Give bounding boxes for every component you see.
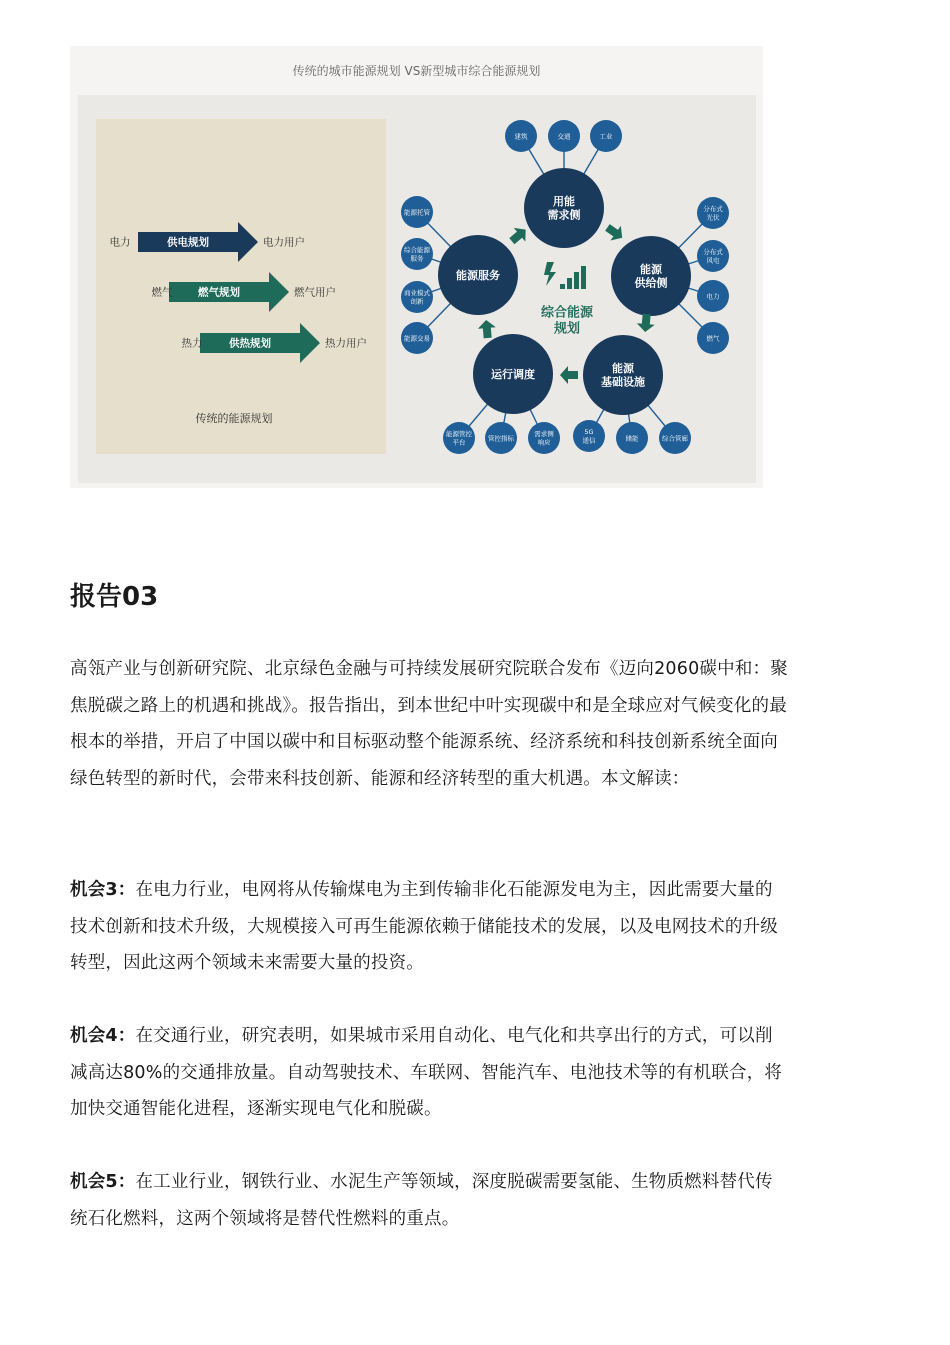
hub-label: 能源服务: [456, 268, 500, 282]
satellite-label: 5G 通信: [582, 428, 596, 445]
satellite-label: 管控指标: [488, 434, 514, 443]
traditional-process: 燃气规划: [198, 286, 240, 299]
satellite-label: 商业模式创新: [404, 289, 430, 306]
bar-icon: [560, 284, 565, 289]
satellite-label: 工业: [599, 132, 613, 141]
bar-icon: [581, 266, 586, 289]
figure-title: 传统的城市能源规划 VS新型城市综合能源规划: [292, 64, 541, 78]
opportunity-4: [70, 1018, 790, 1128]
opportunity-5-label: 机会5：: [70, 1172, 136, 1192]
traditional-source: 燃气: [151, 286, 173, 299]
traditional-user: 燃气用户: [294, 286, 336, 299]
satellite-label: 能源管控平台: [446, 430, 472, 447]
opportunity-5: [70, 1164, 790, 1237]
opportunity-3: [70, 872, 790, 982]
hub-label: 运行调度: [491, 367, 535, 381]
satellite-label: 储能: [625, 434, 639, 443]
intro-paragraph: 高瓴产业与创新研究院、北京绿色金融与可持续发展研究院联合发布《迈向2060碳中和：聚焦脱碳之路上的机遇和挑战》。报告指出，到本世纪中叶实现碳中和是全球应对气候变化的最根本的举措，开启了中国以碳中和目标驱动整个能源系统、经济系统和科技创新系统全面向绿色转型的新时代，会带来科技创新、能源和经济转型的重大机遇。本文解读：: [70, 659, 788, 789]
opportunity-3-label: 机会3：: [70, 880, 136, 900]
satellite-label: 能源托管: [404, 208, 430, 217]
hub-label: 能源供给侧: [634, 262, 668, 290]
hub-label: 用能需求侧: [547, 194, 581, 222]
traditional-process: 供电规划: [167, 236, 209, 249]
center-title: 综合能源规划: [540, 305, 594, 337]
traditional-user: 热力用户: [325, 337, 367, 350]
report-heading: 报告03: [70, 582, 159, 612]
satellite-label: 分布式风电: [703, 248, 723, 265]
opportunity-4-text: 在交通行业，研究表明，如果城市采用自动化、电气化和共享出行的方式，可以削减高达80%的交通排放量。自动驾驶技术、车联网、智能汽车、电池技术等的有机联合，将加快交通智能化进程，逐渐实现电气化和脱碳。: [70, 1026, 783, 1119]
opportunity-5-text: 在工业行业，钢铁行业、水泥生产等领域，深度脱碳需要氢能、生物质燃料替代传统石化燃料，这两个领域将是替代性燃料的重点。: [70, 1172, 773, 1229]
bar-icon: [567, 278, 572, 289]
bar-icon: [574, 272, 579, 289]
opportunity-4-label: 机会4：: [70, 1026, 136, 1046]
satellite-label: 燃气: [706, 334, 720, 343]
traditional-caption: 传统的能源规划: [195, 412, 273, 425]
satellite-label: 交通: [557, 132, 571, 141]
satellite-label: 建筑: [514, 132, 528, 141]
traditional-source: 电力: [109, 236, 131, 249]
opportunity-3-text: 在电力行业，电网将从传输煤电为主到传输非化石能源发电为主，因此需要大量的技术创新和技术升级，大规模接入可再生能源依赖于储能技术的发展，以及电网技术的升级转型，因此这两个领域未来需要大量的投资。: [70, 880, 778, 973]
satellite-label: 综合管廊: [662, 434, 688, 443]
traditional-source: 热力: [181, 337, 203, 350]
satellite-label: 电力: [706, 292, 720, 301]
satellite-label: 分布式光伏: [703, 205, 723, 222]
traditional-process: 供热规划: [229, 337, 271, 350]
satellite-label: 能源交易: [404, 334, 430, 343]
satellite-label: 综合能源服务: [404, 246, 430, 263]
satellite-label: 需求侧响应: [534, 430, 554, 447]
figure-canvas: [70, 46, 763, 488]
traditional-user: 电力用户: [263, 236, 305, 249]
hub-label: 能源基础设施: [601, 361, 645, 389]
energy-planning-figure: [70, 46, 763, 488]
